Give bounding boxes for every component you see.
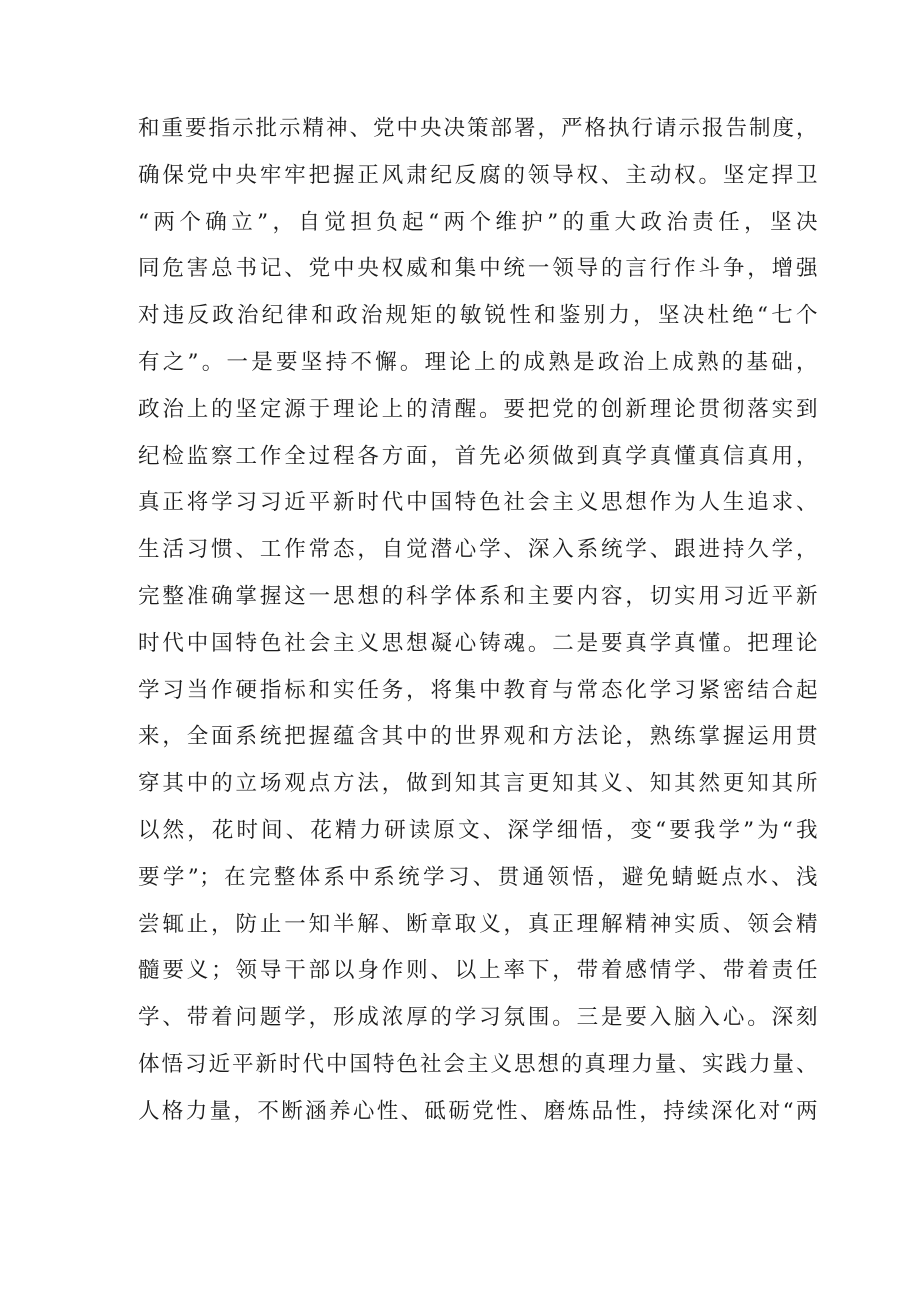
text-line-10: 生活习惯、工作常态，自觉潜心学、深入系统学、跟进持久学， bbox=[138, 537, 818, 563]
text-line-21: 体悟习近平新时代中国特色社会主义思想的真理力量、实践力量、 bbox=[138, 1051, 818, 1077]
text-line-6: 有之”。一是要坚持不懈。理论上的成熟是政治上成熟的基础， bbox=[138, 349, 818, 375]
text-line-13: 学习当作硬指标和实任务，将集中教育与常态化学习紧密结合起 bbox=[138, 677, 818, 703]
text-line-8: 纪检监察工作全过程各方面，首先必须做到真学真懂真信真用， bbox=[138, 443, 818, 469]
text-line-7: 政治上的坚定源于理论上的清醒。要把党的创新理论贯彻落实到 bbox=[138, 396, 818, 422]
text-line-11: 完整准确掌握这一思想的科学体系和主要内容，切实用习近平新 bbox=[138, 583, 818, 609]
text-line-22: 人格力量，不断涵养心性、砥砺党性、磨炼品性，持续深化对“两 bbox=[138, 1098, 818, 1124]
text-line-3: “两个确立”，自觉担负起“两个维护”的重大政治责任，坚决 bbox=[138, 209, 818, 235]
text-line-4: 同危害总书记、党中央权威和集中统一领导的言行作斗争，增强 bbox=[138, 256, 818, 282]
text-line-9: 真正将学习习近平新时代中国特色社会主义思想作为人生追求、 bbox=[138, 490, 818, 516]
text-line-18: 尝辄止，防止一知半解、断章取义，真正理解精神实质、领会精 bbox=[138, 911, 818, 937]
text-line-12: 时代中国特色社会主义思想凝心铸魂。二是要真学真懂。把理论 bbox=[138, 630, 818, 656]
text-line-15: 穿其中的立场观点方法，做到知其言更知其义、知其然更知其所 bbox=[138, 771, 818, 797]
text-line-2: 确保党中央牢牢把握正风肃纪反腐的领导权、主动权。坚定捍卫 bbox=[138, 162, 818, 188]
text-line-5: 对违反政治纪律和政治规矩的敏锐性和鉴别力，坚决杜绝“七个 bbox=[138, 303, 818, 329]
text-line-19: 髓要义；领导干部以身作则、以上率下，带着感情学、带着责任 bbox=[138, 958, 818, 984]
text-line-14: 来，全面系统把握蕴含其中的世界观和方法论，熟练掌握运用贯 bbox=[138, 724, 818, 750]
body-paragraph bbox=[138, 106, 818, 1136]
text-line-17: 要学”；在完整体系中系统学习、贯通领悟，避免蜻蜓点水、浅 bbox=[138, 864, 818, 890]
text-line-16: 以然，花时间、花精力研读原文、深学细悟，变“要我学”为“我 bbox=[138, 817, 818, 843]
text-line-20: 学、带着问题学，形成浓厚的学习氛围。三是要入脑入心。深刻 bbox=[138, 1005, 818, 1031]
text-line-1: 和重要指示批示精神、党中央决策部署，严格执行请示报告制度， bbox=[138, 116, 818, 141]
